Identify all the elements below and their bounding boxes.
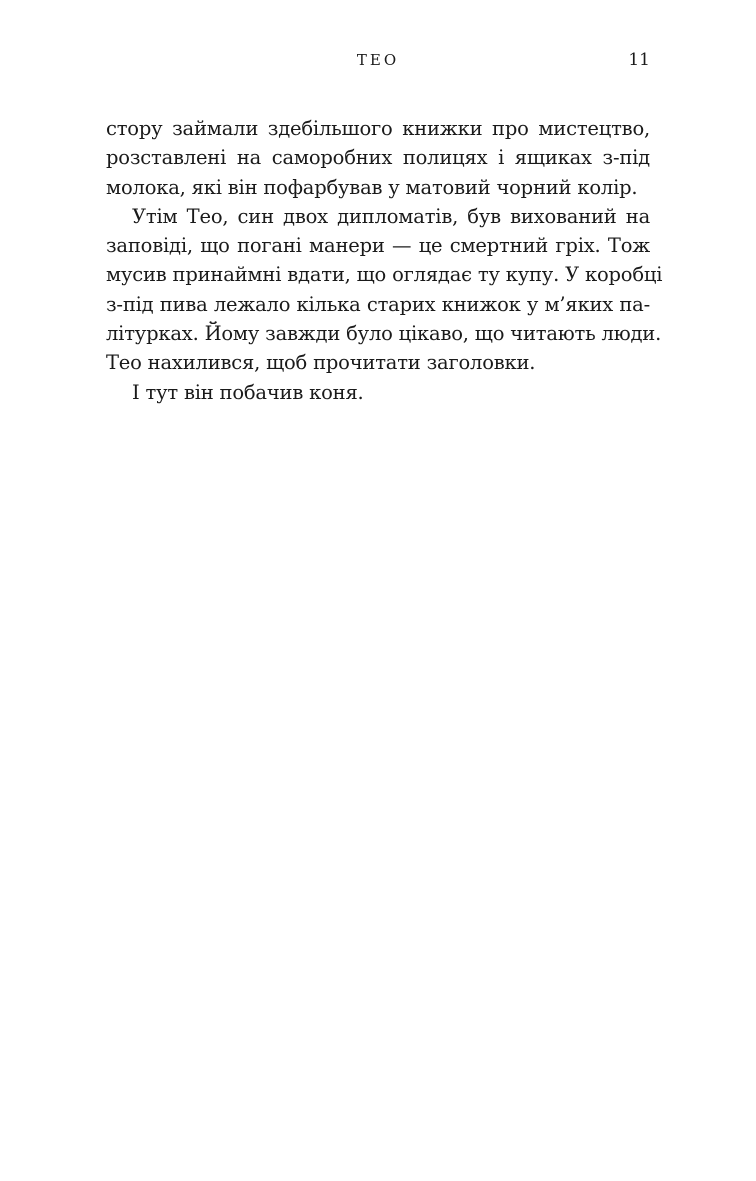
body-text [106,114,663,407]
text-line: стору займали здебільшого книжки про мистецтво, [106,117,650,140]
text-line: І тут він побачив коня. [132,380,364,404]
text-line: Утім Тео, син двох дипломатів, був вихований на [132,204,650,228]
text-line: літурках. Йому завжди було цікаво, що читають люди. [106,322,662,346]
text-line: розставлені на саморобних полицях і ящиках з-під [106,146,650,170]
text-line: з-під пива лежало кілька старих книжок у м’яких па- [106,292,650,316]
page-number: 11 [628,50,650,70]
running-head [0,49,756,73]
paragraph-1 [106,114,650,202]
text-line: заповіді, що погані манери — це смертний гріх. Тож [106,234,650,258]
paragraph-3 [106,378,650,407]
paragraph-2 [106,202,663,378]
running-title: ТЕО [356,51,400,69]
text-line: мусив принаймні вдати, що оглядає ту купу. У коробці [106,263,663,287]
text-line: Тео нахилився, щоб прочитати заголовки. [106,351,536,375]
text-line: молока, які він пофарбував у матовий чорний колір. [106,175,638,199]
